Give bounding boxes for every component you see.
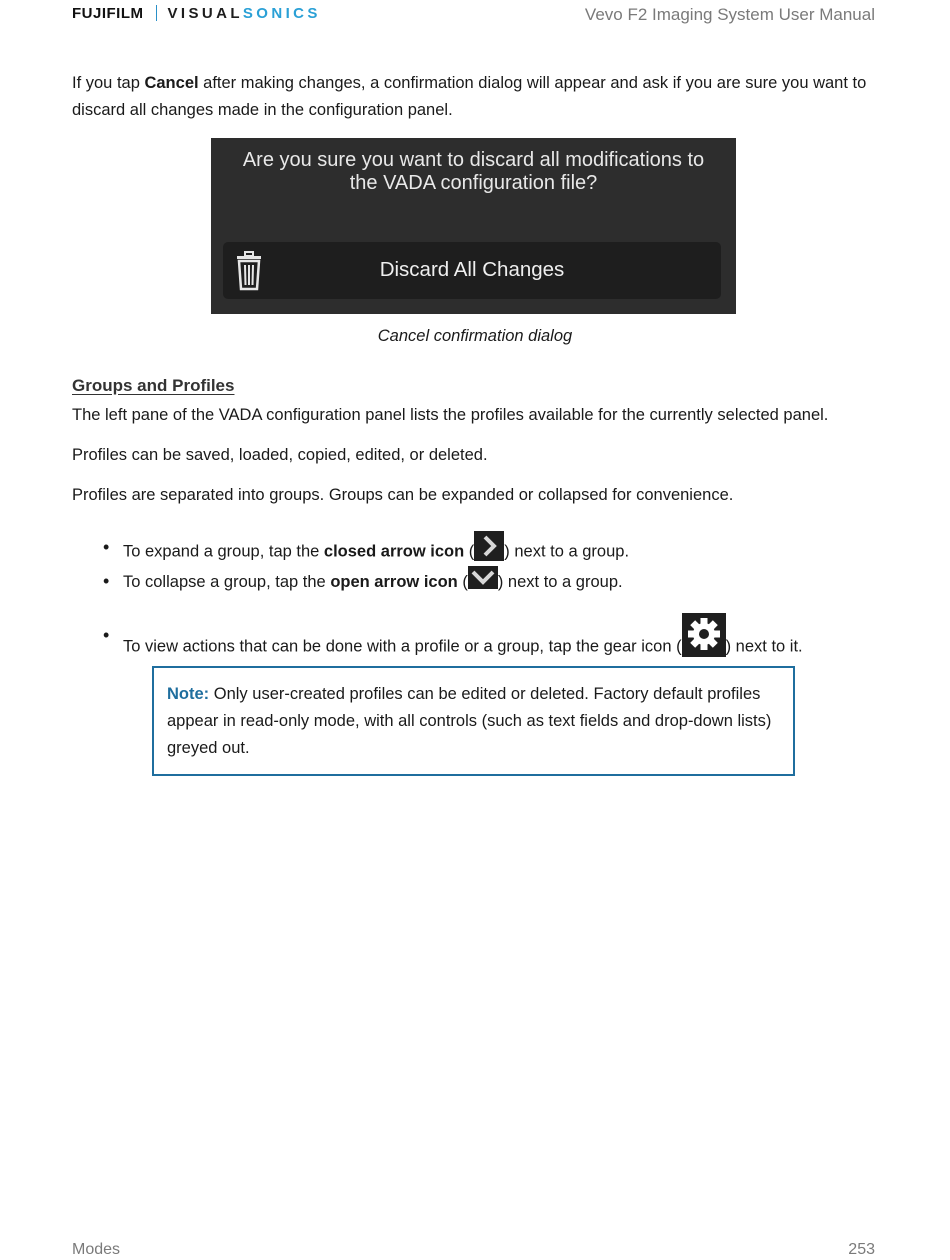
intro-paragraph: If you tap Cancel after making changes, a confirmation dialog will appear and ask if you are sure you want to discard all changes made in the configuration panel. <box>72 74 867 119</box>
figure-caption: Cancel confirmation dialog <box>377 327 573 345</box>
dialog-message: Are you sure you want to discard all modifications to the VADA configuration file? <box>242 149 705 194</box>
list-item: • To collapse a group, tap the open arrow icon ( ) next to a group. <box>103 571 123 592</box>
note-label: Note: <box>167 685 210 703</box>
paragraph-left-pane: The left pane of the VADA configuration panel lists the profiles available for the currently selected panel. <box>72 406 829 424</box>
logo-divider <box>156 5 157 21</box>
list-item: • To view actions that can be done with a profile or a group, tap the gear icon ( ) next to it. <box>103 625 123 646</box>
note-box <box>152 666 795 776</box>
list-item: • To expand a group, tap the closed arrow icon ( ) next to a group. <box>103 537 123 558</box>
logo-fujifilm: FUJIFILM <box>72 4 144 22</box>
discard-button-label: Discard All Changes <box>379 258 565 281</box>
open-arrow-icon <box>468 566 498 589</box>
logo-visualsonics: VISUALSONICS <box>167 4 321 22</box>
manual-title: Vevo F2 Imaging System User Manual <box>584 5 875 24</box>
cancel-confirmation-dialog <box>211 138 736 314</box>
brand-logo <box>72 4 321 22</box>
page-number: 253 <box>848 1241 875 1258</box>
footer-section-name: Modes <box>72 1241 121 1258</box>
cancel-keyword: Cancel <box>144 74 199 92</box>
gear-icon <box>682 613 726 657</box>
paragraph-profiles-actions: Profiles can be saved, loaded, copied, edited, or deleted. <box>72 446 488 464</box>
note-text: Note: Only user-created profiles can be edited or deleted. Factory default profiles appear in read-only mode, with all controls (such as text fields and drop-down lists) greyed out. <box>167 685 772 757</box>
section-heading: Groups and Profiles <box>72 376 235 395</box>
closed-arrow-icon <box>474 531 504 561</box>
discard-all-changes-button[interactable] <box>223 242 721 299</box>
paragraph-profiles-groups: Profiles are separated into groups. Groups can be expanded or collapsed for convenience. <box>72 486 734 504</box>
